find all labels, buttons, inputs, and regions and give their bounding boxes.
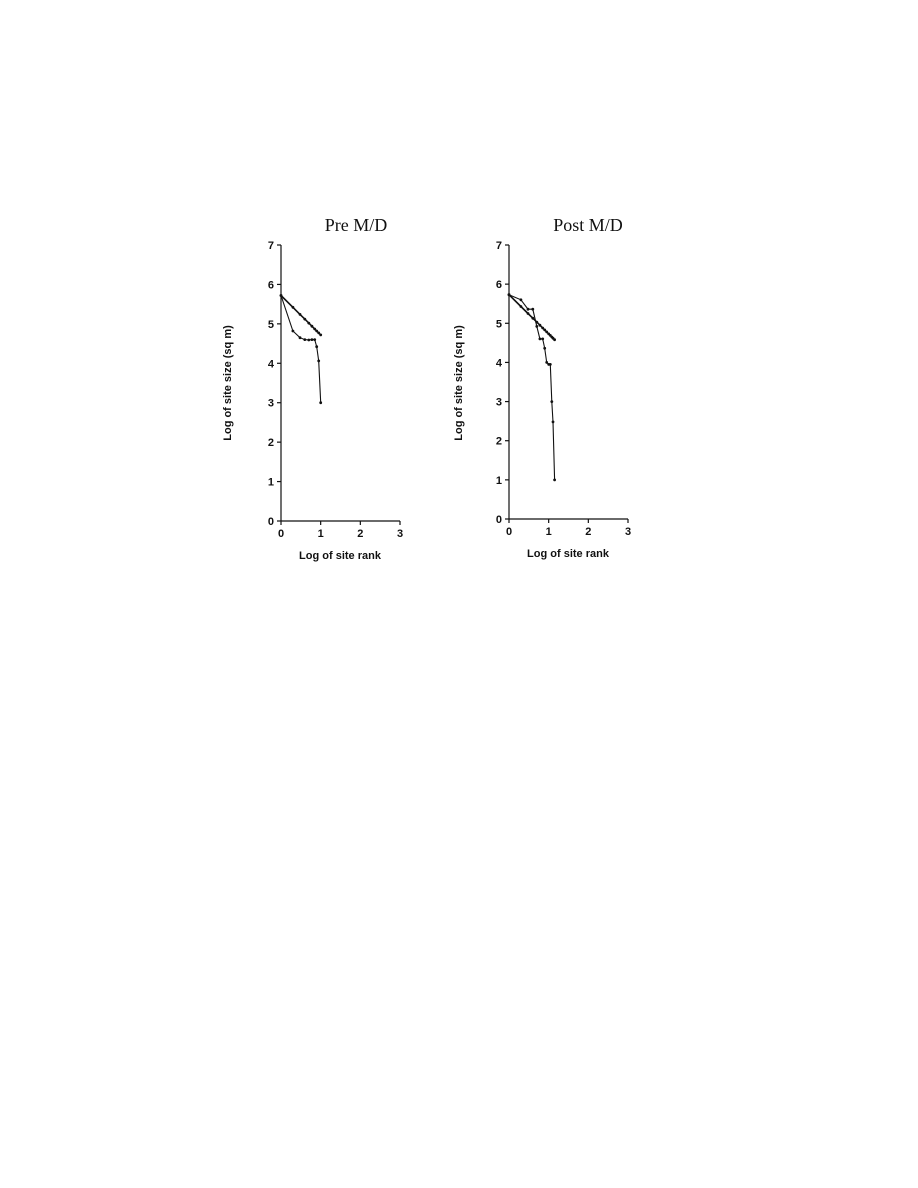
series-line-2 <box>509 295 555 480</box>
data-point <box>553 479 556 482</box>
data-point <box>311 338 314 341</box>
data-point <box>303 338 306 341</box>
x-tick-label: 3 <box>396 528 404 540</box>
data-point <box>531 308 534 311</box>
y-tick-label: 2 <box>267 437 274 450</box>
y-axis-label: Log of site size (sq m) <box>222 325 234 441</box>
data-point <box>317 360 320 363</box>
data-point <box>317 332 320 335</box>
y-tick-label: 6 <box>495 279 502 292</box>
y-tick-label: 1 <box>267 476 274 489</box>
data-point <box>549 363 552 366</box>
series-line-2 <box>281 296 321 403</box>
data-point <box>303 318 306 321</box>
x-tick-label: 1 <box>545 526 552 538</box>
series-group <box>508 293 556 481</box>
data-point <box>527 312 530 315</box>
y-tick-label: 5 <box>495 318 502 331</box>
data-point <box>520 305 523 308</box>
data-point <box>550 400 553 403</box>
data-point <box>299 313 302 316</box>
y-tick-label: 6 <box>267 279 274 292</box>
data-point <box>531 317 534 320</box>
x-tick-label: 0 <box>277 528 285 540</box>
data-point <box>311 325 314 328</box>
chart-title: Pre M/D <box>324 215 388 235</box>
x-axis-label: Log of site rank <box>299 550 381 562</box>
data-point <box>539 324 542 327</box>
data-point <box>313 328 316 331</box>
y-tick-label: 5 <box>267 318 274 331</box>
y-tick-label: 3 <box>267 397 274 410</box>
x-tick-label: 2 <box>585 526 592 538</box>
data-point <box>313 338 316 341</box>
data-point <box>307 322 310 325</box>
data-point <box>552 421 555 424</box>
data-point <box>520 298 523 301</box>
data-point <box>539 338 542 341</box>
data-point <box>299 336 302 339</box>
data-point <box>541 338 544 341</box>
data-point <box>543 329 546 332</box>
chart-pre-md <box>222 215 403 562</box>
data-point <box>543 347 546 350</box>
y-tick-label: 7 <box>495 240 502 252</box>
data-point <box>315 345 318 348</box>
data-point <box>319 401 322 404</box>
data-point <box>508 293 511 296</box>
data-point <box>553 338 556 341</box>
data-point <box>292 330 295 333</box>
y-tick-label: 0 <box>495 514 502 526</box>
x-axis-label: Log of site rank <box>527 548 609 560</box>
data-point <box>535 325 538 328</box>
chart-title: Post M/D <box>553 215 623 235</box>
tick-group <box>496 240 631 538</box>
data-point <box>545 361 548 364</box>
tick-group <box>268 240 403 540</box>
y-axis-label: Log of site size (sq m) <box>453 325 465 441</box>
data-point <box>319 334 322 337</box>
x-tick-label: 0 <box>505 526 513 538</box>
data-point <box>527 308 530 311</box>
y-tick-label: 2 <box>495 435 502 448</box>
x-tick-label: 3 <box>624 526 632 538</box>
data-point <box>545 331 548 334</box>
x-tick-label: 2 <box>357 528 364 540</box>
y-tick-label: 4 <box>495 357 502 370</box>
y-tick-label: 0 <box>267 516 274 528</box>
data-point <box>292 306 295 309</box>
chart-post-md <box>453 215 631 560</box>
y-tick-label: 7 <box>267 240 274 252</box>
y-tick-label: 3 <box>495 396 502 409</box>
data-point <box>307 339 310 342</box>
x-tick-label: 1 <box>317 528 324 540</box>
y-tick-label: 4 <box>267 358 274 371</box>
data-point <box>280 294 283 297</box>
series-group <box>280 294 323 404</box>
y-tick-label: 1 <box>495 474 502 487</box>
